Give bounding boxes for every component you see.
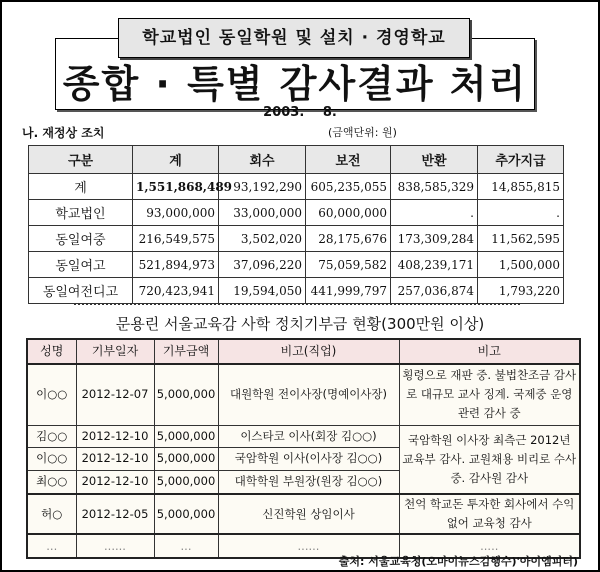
donation-amount: 5,000,000 [154,364,218,425]
col-header: 기부금액 [154,339,218,364]
donation-amount: ... [154,534,218,558]
table-row [27,494,580,534]
cell-value: 605,235,055 [306,174,391,200]
cell-value: 19,594,050 [219,278,306,304]
note: ..... [399,534,580,558]
col-header: 회수 [219,146,306,174]
donor-name: 이○○ [27,364,76,425]
cell-value: 441,999,797 [306,278,391,304]
note: 국암학원 이사장 최측근 2012년 교육부 감사. 교원채용 비리로 수사 중. 감사원 감사 [399,425,580,494]
row-label: 동일여중 [29,226,133,252]
source-credit: 출처: 서울교육청(오마이뉴스김행수)'아이엠피터) [338,555,578,568]
donation-date: 2012-12-10 [76,425,154,447]
col-header: 기부일자 [76,339,154,364]
col-header: 보전 [306,146,391,174]
unit-label: (금액단위: 원) [328,126,397,139]
cell-value: 173,309,284 [391,226,478,252]
cell-value: 720,423,941 [133,278,219,304]
row-label: 동일여고 [29,252,133,278]
page-title: 종합 · 특별 감사결과 처리 [62,62,528,106]
donor-job: 대원학원 전이사장(명예이사장) [218,364,399,425]
donation-amount: 5,000,000 [154,470,218,494]
table-row [29,278,564,304]
cell-value: 28,175,676 [306,226,391,252]
donor-job: 대학학원 부원장(원장 김○○) [218,470,399,494]
row-label: 계 [29,174,133,200]
donor-job: ...... [218,534,399,558]
financial-table [28,145,564,304]
donation-amount: 5,000,000 [154,494,218,534]
donation-date: ...... [76,534,154,558]
org-banner: 학교법인 동일학원 및 설치 · 경영학교 [118,18,470,58]
col-header: 성명 [27,339,76,364]
donor-job: 이스타코 이사(회장 김○○) [218,425,399,447]
table-row [27,364,580,425]
donation-table [26,338,581,559]
col-header: 추가지급 [478,146,564,174]
cell-value: 216,549,575 [133,226,219,252]
col-header: 비고(직업) [218,339,399,364]
cell-value: 11,562,595 [478,226,564,252]
donation-title: 문용린 서울교육감 사학 정치기부금 현황(300만원 이상) [115,315,485,333]
donor-job: 국암학원 이사(이사장 김○○) [218,447,399,470]
note: 횡령으로 재판 중. 불법찬조금 감사로 대규모 교사 징계. 국제중 운영 관련 감사 중 [399,364,580,425]
donor-name: 김○○ [27,425,76,447]
donor-job: 신진학원 상임이사 [218,494,399,534]
row-label: 동일여전디고 [29,278,133,304]
table-row [27,425,580,447]
table-row [29,226,564,252]
report-date: 2003. 8. [263,105,337,120]
cell-value: 93,192,290 [219,174,306,200]
donation-date: 2012-12-10 [76,447,154,470]
donation-date: 2012-12-10 [76,470,154,494]
section-label: 나. 재정상 조치 [22,126,105,140]
donor-name: ... [27,534,76,558]
row-label: 학교법인 [29,200,133,226]
dotted-divider [74,303,520,305]
donor-name: 이○○ [27,447,76,470]
donation-amount: 5,000,000 [154,447,218,470]
note: 천억 학교돈 투자한 회사에서 수익 없어 교육청 감사 [399,494,580,534]
cell-value: 838,585,329 [391,174,478,200]
cell-value: 521,894,973 [133,252,219,278]
cell-value: 37,096,220 [219,252,306,278]
table-row [29,174,564,200]
col-header: 비고 [399,339,580,364]
cell-value: 1,500,000 [478,252,564,278]
cell-value: 257,036,874 [391,278,478,304]
table-row [29,252,564,278]
donation-date: 2012-12-07 [76,364,154,425]
cell-value: 60,000,000 [306,200,391,226]
cell-value: 75,059,582 [306,252,391,278]
cell-value: 93,000,000 [133,200,219,226]
cell-value: 14,855,815 [478,174,564,200]
donor-name: 허○ [27,494,76,534]
cell-value: 1,551,868,489 [133,174,219,200]
cell-value: 33,000,000 [219,200,306,226]
col-header: 계 [133,146,219,174]
cell-value: 408,239,171 [391,252,478,278]
col-header: 구분 [29,146,133,174]
donation-date: 2012-12-05 [76,494,154,534]
cell-value: . [391,200,478,226]
cell-value: . [478,200,564,226]
cell-value: 1,793,220 [478,278,564,304]
table-row [29,200,564,226]
col-header: 반환 [391,146,478,174]
donor-name: 최○○ [27,470,76,494]
donation-amount: 5,000,000 [154,425,218,447]
cell-value: 3,502,020 [219,226,306,252]
